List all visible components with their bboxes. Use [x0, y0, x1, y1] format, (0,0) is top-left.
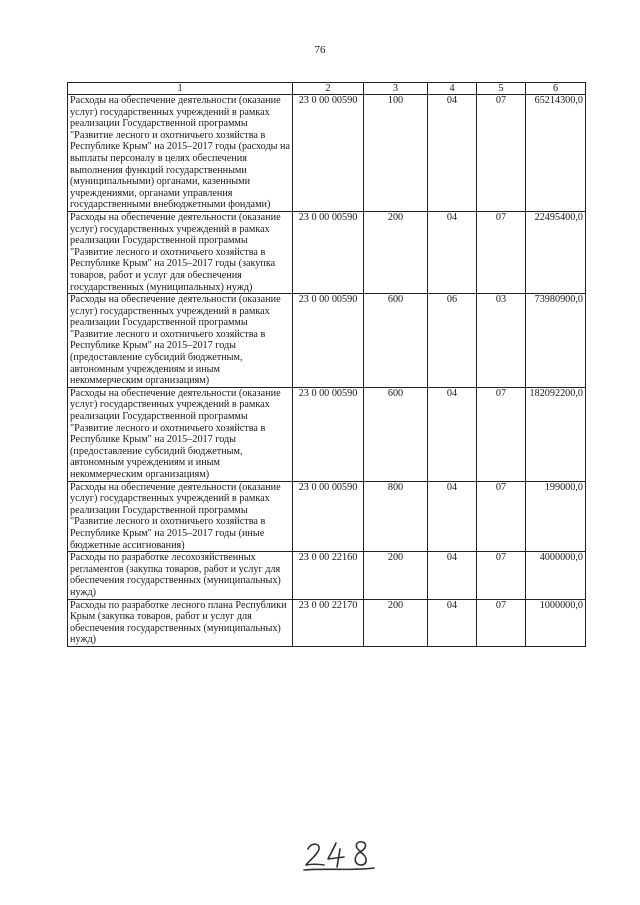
col-header-target: 2: [293, 83, 364, 95]
row-type: 600: [364, 387, 428, 481]
row-name: Расходы по разработке лесохозяйственных регламентов (закупка товаров, работ и услуг для обеспечения государственных (муниципальных) нужд): [68, 552, 293, 599]
row-type: 200: [364, 552, 428, 599]
header-row: [68, 83, 586, 95]
table-row: [68, 552, 586, 599]
row-target: 23 0 00 22160: [293, 552, 364, 599]
row-target: 23 0 00 00590: [293, 387, 364, 481]
col-header-name: 1: [68, 83, 293, 95]
row-name: Расходы на обеспечение деятельности (оказание услуг) государственных учреждений в рамках реализации Государственной программы "Развитие лесного и охотничьего хозяйства в Республике Крым" на 2015–2017 годы (предоставление субсидий бюджетным, автономным учреждениям и иным некоммерческим организациям): [68, 387, 293, 481]
row-target: 23 0 00 00590: [293, 481, 364, 552]
row-amount: 73980900,0: [526, 294, 586, 388]
row-subsection: 07: [477, 95, 526, 212]
table-row: [68, 599, 586, 646]
col-header-type: 3: [364, 83, 428, 95]
page-number: 76: [314, 44, 326, 56]
row-type: 800: [364, 481, 428, 552]
row-type: 600: [364, 294, 428, 388]
row-target: 23 0 00 00590: [293, 95, 364, 212]
row-amount: 22495400,0: [526, 211, 586, 293]
row-name: Расходы на обеспечение деятельности (оказание услуг) государственных учреждений в рамках реализации Государственной программы "Развитие лесного и охотничьего хозяйства в Республике Крым" на 2015–2017 годы (предоставление субсидий бюджетным, автономным учреждениям и иным некоммерческим организациям): [68, 294, 293, 388]
row-target: 23 0 00 00590: [293, 211, 364, 293]
table-row: [68, 294, 586, 388]
table-row: [68, 387, 586, 481]
col-header-subsection: 5: [477, 83, 526, 95]
row-name: Расходы по разработке лесного плана Республики Крым (закупка товаров, работ и услуг для обеспечения государственных (муниципальных) нужд): [68, 599, 293, 646]
row-section: 06: [428, 294, 477, 388]
row-section: 04: [428, 211, 477, 293]
table-row: [68, 95, 586, 212]
row-section: 04: [428, 481, 477, 552]
row-type: 200: [364, 211, 428, 293]
row-amount: 4000000,0: [526, 552, 586, 599]
col-header-section: 4: [428, 83, 477, 95]
col-header-amount: 6: [526, 83, 586, 95]
table-row: [68, 481, 586, 552]
row-type: 100: [364, 95, 428, 212]
row-type: 200: [364, 599, 428, 646]
row-amount: 182092200,0: [526, 387, 586, 481]
budget-table: [67, 82, 586, 647]
row-section: 04: [428, 387, 477, 481]
table-row: [68, 211, 586, 293]
row-subsection: 07: [477, 481, 526, 552]
row-subsection: 07: [477, 387, 526, 481]
row-amount: 199000,0: [526, 481, 586, 552]
row-subsection: 07: [477, 599, 526, 646]
row-subsection: 03: [477, 294, 526, 388]
row-subsection: 07: [477, 211, 526, 293]
row-section: 04: [428, 599, 477, 646]
row-name: Расходы на обеспечение деятельности (оказание услуг) государственных учреждений в рамках реализации Государственной программы "Развитие лесного и охотничьего хозяйства в Республике Крым" на 2015–2017 годы (иные бюджетные ассигнования): [68, 481, 293, 552]
row-name: Расходы на обеспечение деятельности (оказание услуг) государственных учреждений в рамках реализации Государственной программы "Развитие лесного и охотничьего хозяйства в Республике Крым" на 2015–2017 годы (закупка товаров, работ и услуг для обеспечения государственных (муниципальных) нужд): [68, 211, 293, 293]
row-section: 04: [428, 552, 477, 599]
row-target: 23 0 00 00590: [293, 294, 364, 388]
row-section: 04: [428, 95, 477, 212]
row-amount: 65214300,0: [526, 95, 586, 212]
row-name: Расходы на обеспечение деятельности (оказание услуг) государственных учреждений в рамках реализации Государственной программы "Развитие лесного и охотничьего хозяйства в Республике Крым" на 2015–2017 годы (расходы на выплаты персоналу в целях обеспечения выполнения функций государственными (муниципальными) органами, казенными учреждениями, органами управления государственными внебюджетными фондами): [68, 95, 293, 212]
handwritten-page-number-signature: [300, 835, 380, 875]
row-subsection: 07: [477, 552, 526, 599]
row-amount: 1000000,0: [526, 599, 586, 646]
row-target: 23 0 00 22170: [293, 599, 364, 646]
